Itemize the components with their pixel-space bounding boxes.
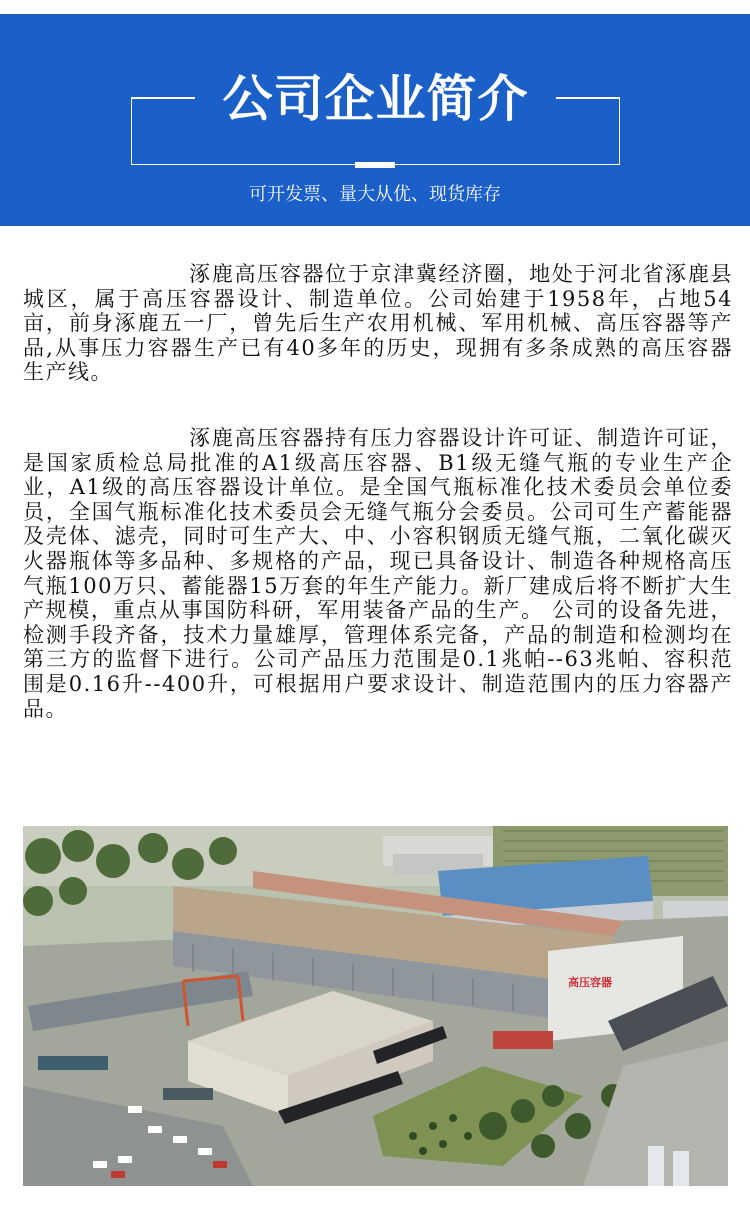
frame-top-right [556,97,620,99]
page-subtitle: 可开发票、量大从优、现货库存 [249,184,501,205]
intro-paragraph-1 [23,262,733,385]
factory-sign: 高压容器 [568,976,612,989]
factory-aerial-photo [23,826,728,1186]
title-underline [355,162,395,168]
page-title: 公司企业简介 [222,70,529,128]
intro-paragraph-2 [23,426,733,721]
frame-top-left [131,97,195,99]
intro-paragraph-1-text: 涿鹿高压容器位于京津冀经济圈，地处于河北省涿鹿县城区，属于高压容器设计、制造单位。公司始建于1958年，占地54亩，前身涿鹿五一厂，曾先后生产农用机械、军用机械、高压容器等产品,从事压力容器生产已有40多年的历史，现拥有多条成熟的高压容器生产线。 [23,262,733,385]
intro-paragraph-2-text: 涿鹿高压容器持有压力容器设计许可证、制造许可证，是国家质检总局批准的A1级高压容器、B1级无缝气瓶的专业生产企业，A1级的高压容器设计单位。是全国气瓶标准化技术委员会单位委员，全国气瓶标准化技术委员会无缝气瓶分会委员。公司可生产蓄能器及壳体、滤壳，同时可生产大、中、小容积钢质无缝气瓶，二氧化碳灭火器瓶体等多品种、多规格的产品，现已具备设计、制造各种规格高压气瓶100万只、蓄能器15万套的年生产能力。新厂建成后将不断扩大生产规模，重点从事国防科研，军用装备产品的生产。 公司的设备先进，检测手段齐备，技术力量雄厚，管理体系完备，产品的制造和检测均在第三方的监督下进行。公司产品压力范围是0.1兆帕--63兆帕、容积范围是0.16升--400升，可根据用户要求设计、制造范围内的压力容器产品。 [23,426,733,721]
header-banner [0,14,750,226]
